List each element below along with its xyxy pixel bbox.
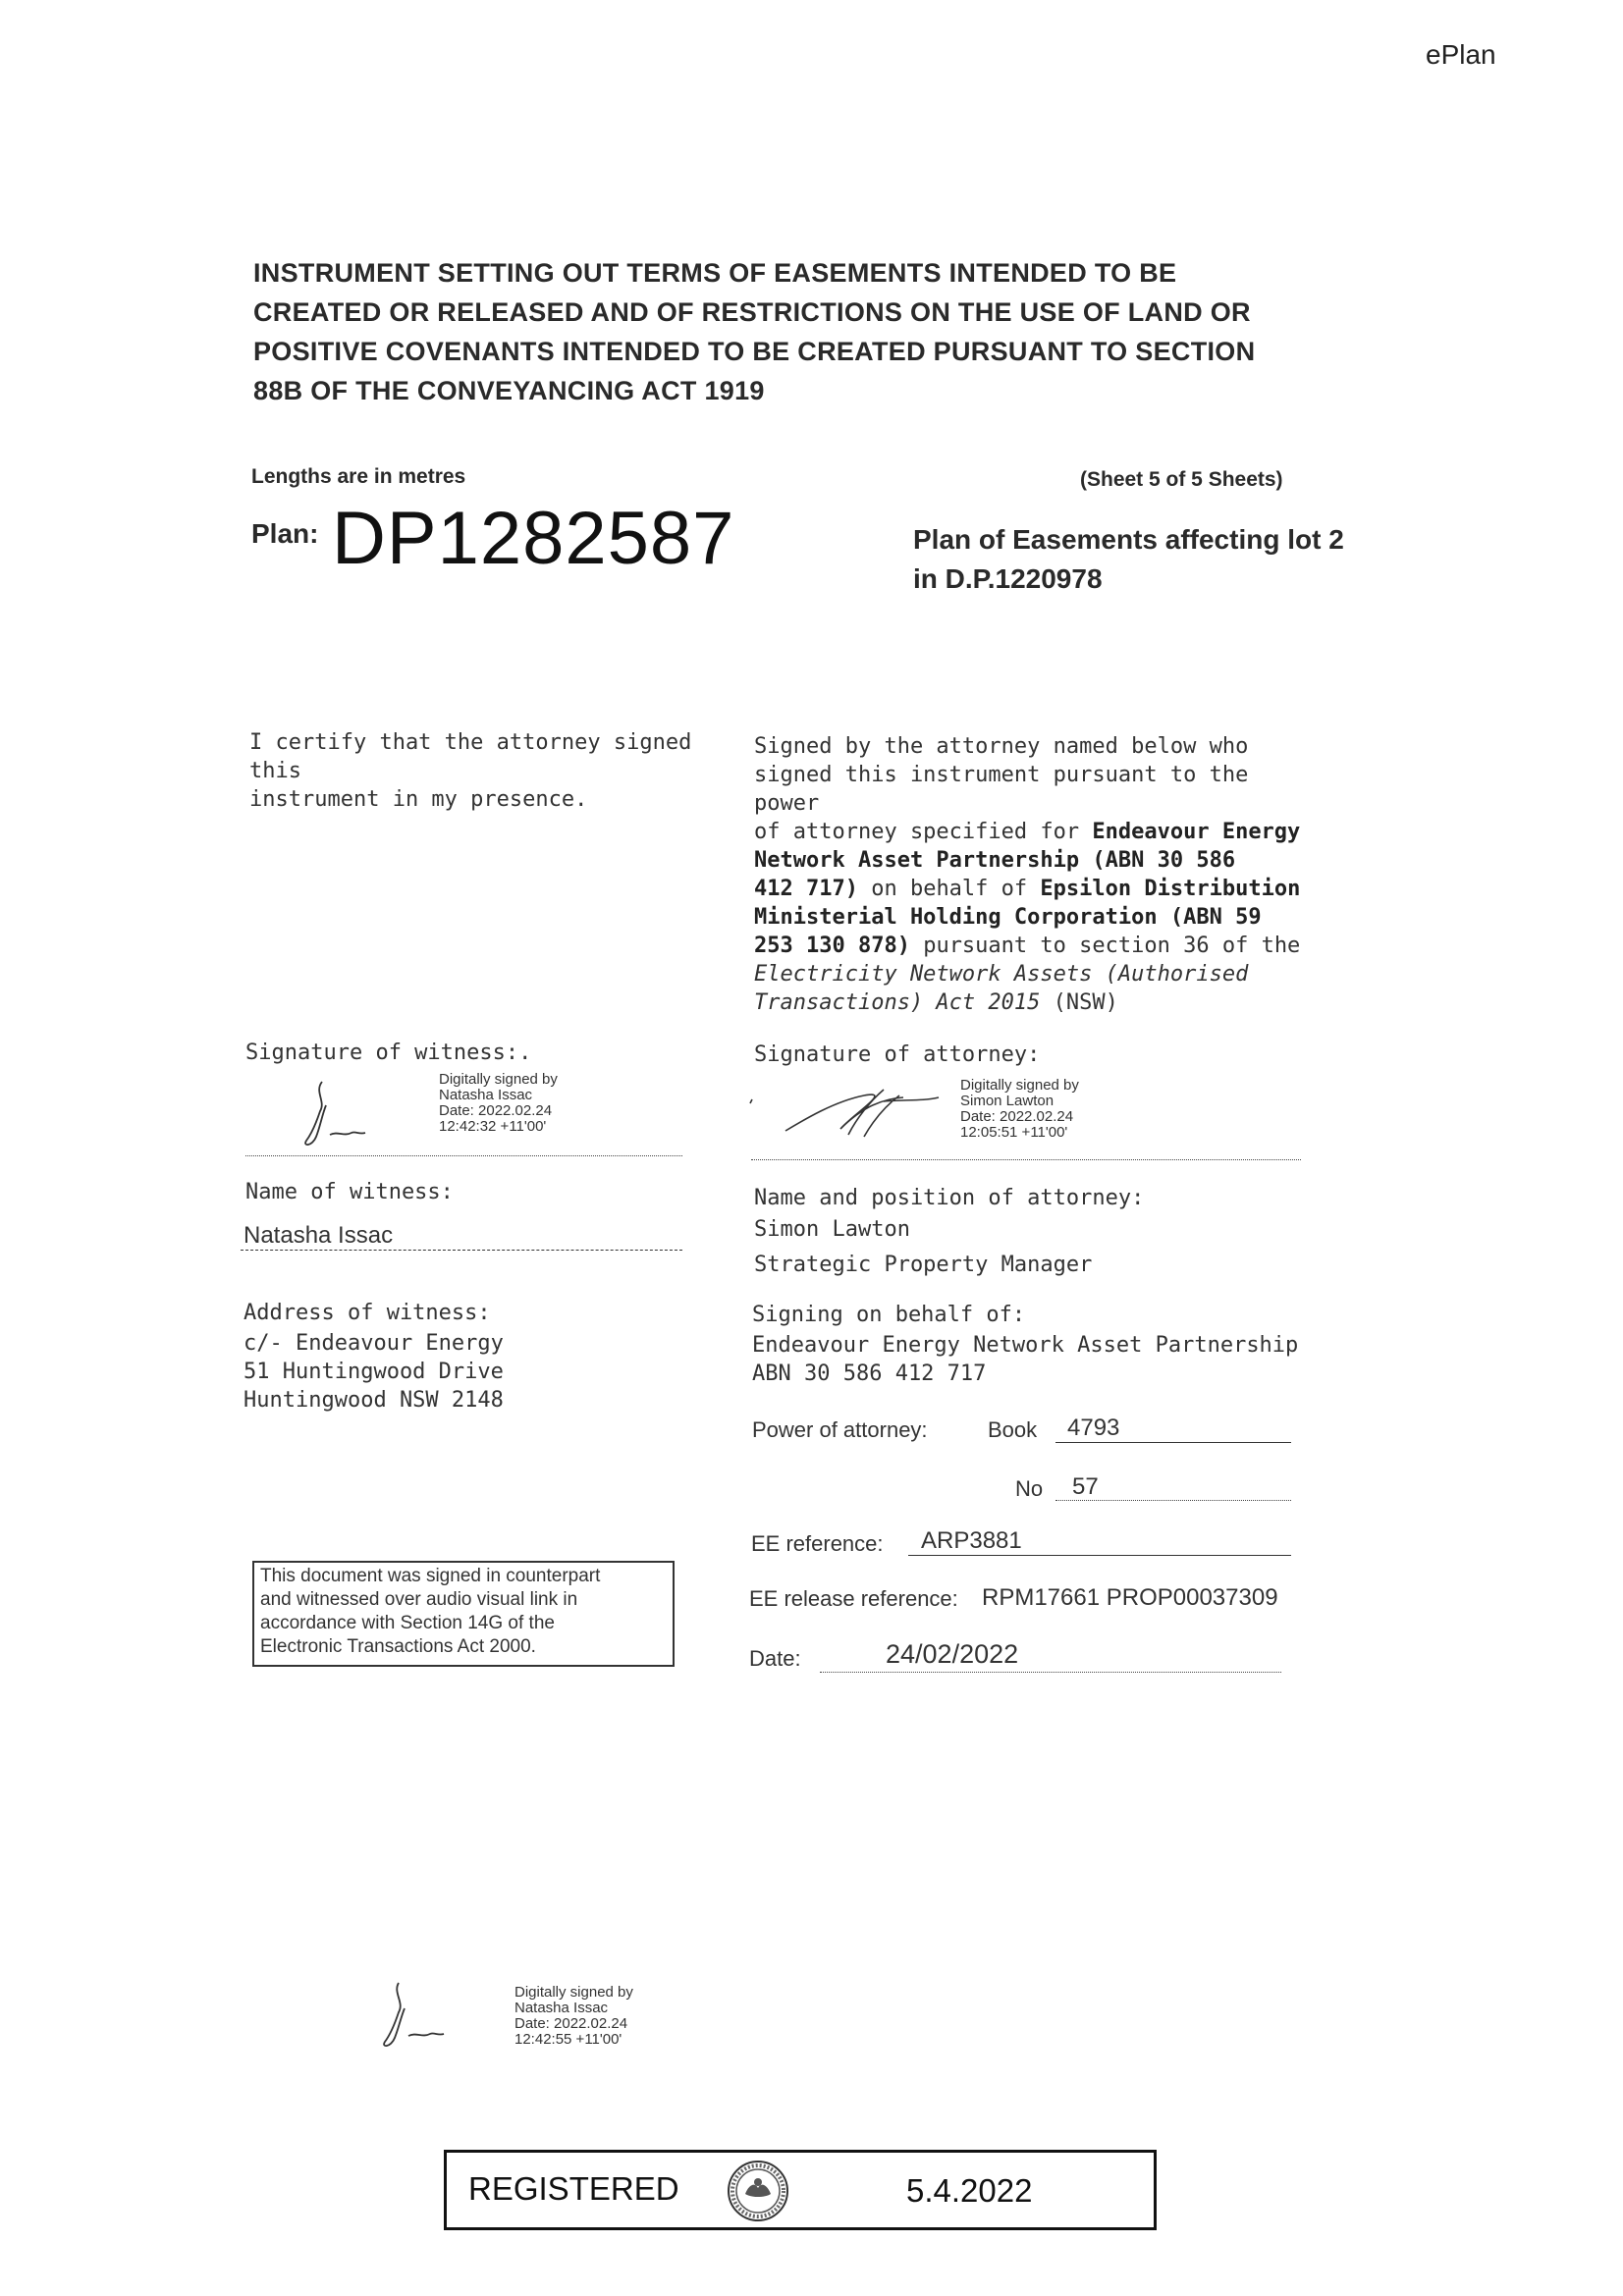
instrument-title (253, 253, 1333, 410)
address-line: c/- Endeavour Energy (243, 1331, 504, 1356)
signed-line (754, 846, 1304, 875)
signing-behalf (752, 1331, 1298, 1388)
signing-behalf-label: Signing on behalf of: (752, 1303, 1026, 1327)
signed-text-bold: Epsilon Distribution (1040, 877, 1301, 901)
ee-release-value: RPM17661 PROP00037309 (982, 1584, 1278, 1611)
signed-line (754, 818, 1304, 846)
sheet-number: (Sheet 5 of 5 Sheets) (1080, 468, 1283, 491)
witness-address-label: Address of witness: (243, 1301, 491, 1325)
attorney-position: Strategic Property Manager (754, 1253, 1093, 1277)
signed-line (754, 903, 1304, 932)
signed-line (754, 932, 1304, 960)
signed-text: on behalf of (857, 877, 1041, 901)
bottom-digital-signature (514, 1985, 633, 2048)
ee-release-label: EE release reference: (749, 1586, 958, 1611)
title-line: 88B OF THE CONVEYANCING ACT 1919 (253, 376, 765, 405)
witness-certify-text (249, 728, 711, 814)
attorney-name: Simon Lawton (754, 1217, 910, 1242)
title-line: POSITIVE COVENANTS INTENDED TO BE CREATED PURSUANT TO SECTION (253, 337, 1256, 366)
witness-name-line (241, 1250, 682, 1251)
signed-line: signed this instrument pursuant to the power (754, 763, 1249, 816)
signed-text: (NSW) (1040, 990, 1118, 1015)
behalf-line: ABN 30 586 412 717 (752, 1362, 987, 1386)
witness-signature-mark (293, 1076, 391, 1154)
plan-description (913, 520, 1424, 599)
ee-reference-label: EE reference: (751, 1531, 884, 1556)
digital-sig-line: Natasha Issac (514, 2000, 609, 2016)
certify-line: instrument in my presence. (249, 787, 588, 812)
signed-line (754, 875, 1304, 903)
digital-sig-line: Digitally signed by (960, 1077, 1079, 1094)
signed-text: of attorney specified for (754, 820, 1093, 844)
signed-line (754, 960, 1304, 988)
plan-description-line: in D.P.1220978 (913, 563, 1103, 594)
counterpart-note (252, 1561, 675, 1667)
signed-text-bold: Ministerial Holding Corporation (ABN 59 (754, 905, 1262, 930)
bottom-signature-mark (379, 1979, 458, 2056)
counterpart-line: Electronic Transactions Act 2000. (260, 1636, 536, 1657)
registered-label: REGISTERED (468, 2170, 679, 2207)
digital-sig-line: 12:42:32 +11'00' (439, 1118, 547, 1135)
counterpart-line: accordance with Section 14G of the (260, 1613, 555, 1633)
digital-sig-line: Simon Lawton (960, 1093, 1055, 1109)
no-value: 57 (1072, 1473, 1099, 1500)
title-line: CREATED OR RELEASED AND OF RESTRICTIONS ON THE USE OF LAND OR (253, 297, 1251, 327)
date-line (820, 1672, 1281, 1673)
digital-sig-line: Natasha Issac (439, 1087, 533, 1103)
witness-signature-line (245, 1155, 682, 1156)
signed-line (754, 988, 1304, 1017)
digital-sig-line: Date: 2022.02.24 (960, 1108, 1074, 1125)
witness-name: Natasha Issac (243, 1222, 394, 1249)
witness-address (243, 1329, 504, 1415)
title-line: INSTRUMENT SETTING OUT TERMS OF EASEMENTS INTENDED TO BE (253, 258, 1177, 288)
signed-text-bold: 253 130 878) (754, 934, 910, 958)
book-value: 4793 (1067, 1415, 1120, 1441)
attorney-signature-label: Signature of attorney: (754, 1042, 1041, 1067)
signed-text-bold: Endeavour Energy (1092, 820, 1301, 844)
plan-label: Plan: (251, 518, 319, 549)
plan-description-line: Plan of Easements affecting lot 2 (913, 524, 1344, 555)
digital-sig-line: 12:05:51 +11'00' (960, 1124, 1068, 1141)
registry-seal-icon (726, 2159, 790, 2223)
attorney-name-label: Name and position of attorney: (754, 1186, 1145, 1210)
plan-number: DP1282587 (332, 497, 735, 580)
digital-sig-line: Digitally signed by (439, 1071, 558, 1088)
address-line: 51 Huntingwood Drive (243, 1360, 504, 1384)
counterpart-line: and witnessed over audio visual link in (260, 1589, 578, 1610)
eplan-label: ePlan (1426, 39, 1496, 70)
no-line (1055, 1500, 1291, 1501)
registered-stamp (444, 2150, 1157, 2230)
signed-text-bold: 412 717) (754, 877, 858, 901)
digital-sig-line: Date: 2022.02.24 (514, 2015, 628, 2032)
signed-text-bold: Network Asset Partnership (ABN 30 586 (754, 848, 1236, 873)
witness-name-label: Name of witness: (245, 1180, 454, 1204)
counterpart-line: This document was signed in counterpart (260, 1566, 601, 1586)
witness-signature-label: Signature of witness:. (245, 1041, 532, 1065)
registration-date: 5.4.2022 (906, 2172, 1033, 2209)
attorney-signature-line (751, 1159, 1301, 1160)
attorney-digital-signature (960, 1078, 1079, 1141)
no-label: No (1015, 1476, 1044, 1501)
signed-text: pursuant to section 36 of the (909, 934, 1301, 958)
signed-text-italic: Electricity Network Assets (Authorised (754, 962, 1249, 987)
book-label: Book (988, 1417, 1038, 1442)
attorney-signature-mark (746, 1080, 952, 1148)
address-line: Huntingwood NSW 2148 (243, 1388, 504, 1413)
witness-digital-signature (439, 1072, 558, 1135)
behalf-line: Endeavour Energy Network Asset Partnership (752, 1333, 1299, 1358)
book-line (1055, 1442, 1291, 1443)
signed-line: Signed by the attorney named below who (754, 734, 1249, 759)
date-label: Date: (749, 1646, 801, 1671)
ee-reference-line (908, 1555, 1291, 1556)
digital-sig-line: Digitally signed by (514, 1984, 633, 2001)
lengths-note: Lengths are in metres (251, 465, 466, 488)
certify-line: I certify that the attorney signed this (249, 730, 692, 783)
signed-text-italic: Transactions) Act 2015 (754, 990, 1041, 1015)
ee-reference-value: ARP3881 (921, 1527, 1022, 1554)
digital-sig-line: 12:42:55 +11'00' (514, 2031, 622, 2048)
power-of-attorney-label: Power of attorney: (752, 1417, 928, 1442)
digital-sig-line: Date: 2022.02.24 (439, 1102, 553, 1119)
attorney-signed-by-text (754, 732, 1304, 1017)
date-value: 24/02/2022 (886, 1639, 1019, 1669)
